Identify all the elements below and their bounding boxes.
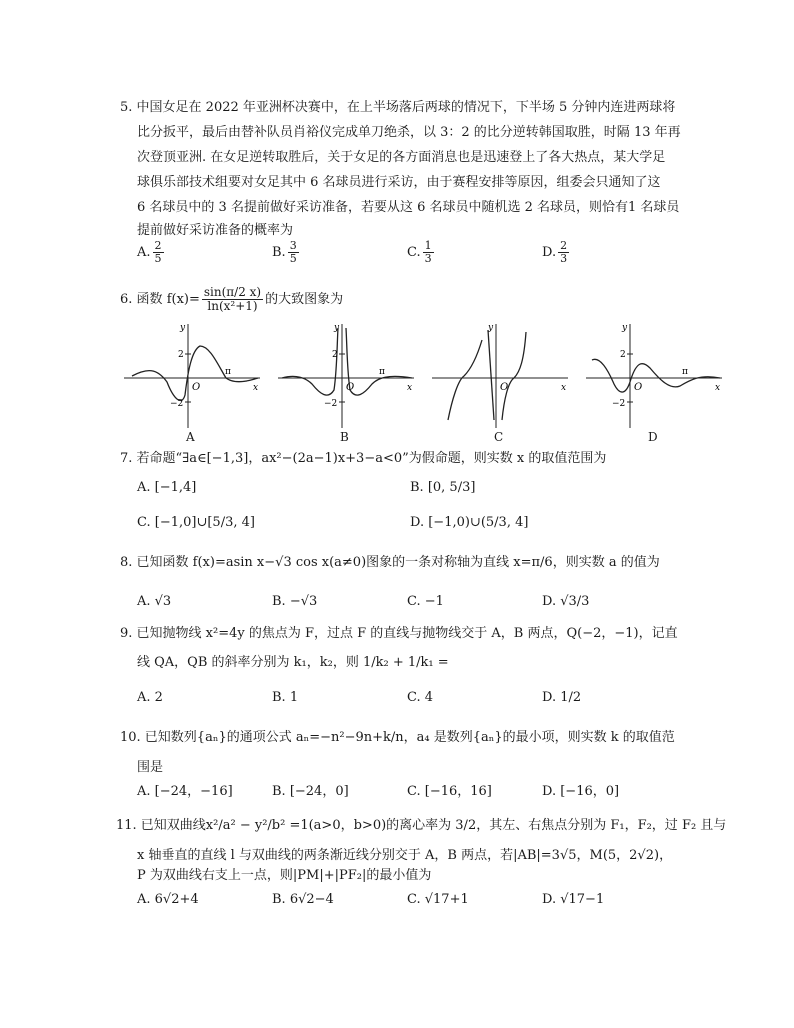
tick-label-2: 2 <box>620 350 626 360</box>
q9-option-d[interactable]: D. 1/2 <box>542 690 582 705</box>
q9-option-b[interactable]: B. 1 <box>272 690 299 705</box>
q7-option-d[interactable]: D. [−1,0)∪(5/3, 4] <box>410 515 529 530</box>
q9-option-c[interactable]: C. 4 <box>407 690 434 705</box>
tick-label-m2: −2 <box>612 399 626 409</box>
q11-option-c[interactable]: C. √17+1 <box>407 892 469 907</box>
tick-label-2: 2 <box>332 350 338 360</box>
q10-line-1: 10. 已知数列{aₙ}的通项公式 aₙ=−n²−9n+k/n，a₄ 是数列{aₙ}的最小项，则实数 k 的取值范 <box>120 730 675 745</box>
option-label: C. <box>407 245 421 261</box>
q11-line-2: x 轴垂直的直线 l 与双曲线的两条渐近线分别交于 A，B 两点，若|AB|=3√5，M(5，2√2)， <box>137 848 673 863</box>
graph-b[interactable] <box>276 320 416 430</box>
q11-line-3: P 为双曲线右支上一点，则|PM|+|PF₂|的最小值为 <box>137 868 432 883</box>
q8-stem: 8. 已知函数 f(x)=asin x−√3 cos x(a≠0)图象的一条对称轴为直线 x=π/6，则实数 a 的值为 <box>120 555 660 570</box>
frac-num: 3 <box>289 239 297 252</box>
option-label: D. <box>542 245 557 261</box>
q10-option-b[interactable]: B. [−24，0] <box>272 784 349 799</box>
q6-frac-den: ln(x²+1) <box>207 299 258 314</box>
q11-line-1: 11. 已知双曲线x²/a² − y²/b² =1(a>0，b>0)的离心率为 3/2，其左、右焦点分别为 F₁，F₂，过 F₂ 且与 <box>116 818 727 833</box>
frac-num: 2 <box>154 239 162 252</box>
q7-option-c[interactable]: C. [−1,0]∪[5/3, 4] <box>137 515 255 530</box>
origin-label: O <box>192 382 201 393</box>
q5-line-3: 次登顶亚洲. 在女足逆转取胜后，关于女足的各方面消息也是迅速登上了各大热点，某大学足 <box>137 150 666 165</box>
y-label: y <box>622 323 628 333</box>
q5-line-1: 5. 中国女足在 2022 年亚洲杯决赛中，在上半场落后两球的情况下，下半场 5 分钟内连进两球将 <box>120 100 676 115</box>
q5-option-b[interactable] <box>272 240 301 265</box>
tick-label-m2: −2 <box>324 399 338 409</box>
q6-prefix: 6. 函数 <box>120 292 163 308</box>
x-label: x <box>715 383 721 393</box>
graph-d[interactable] <box>584 320 724 430</box>
pi-label: π <box>225 367 231 377</box>
graph-a-label: A <box>186 430 195 444</box>
q11-option-d[interactable]: D. √17−1 <box>542 892 605 907</box>
q9-line-1: 9. 已知抛物线 x²=4y 的焦点为 F，过点 F 的直线与抛物线交于 A，B 两点，Q(−2，−1)，记直 <box>120 626 678 641</box>
x-label: x <box>253 383 259 393</box>
tick-label-m2: −2 <box>170 399 184 409</box>
q6-func: f(x)= <box>166 292 200 308</box>
frac-den: 5 <box>289 252 297 266</box>
q6-frac-num: sin(π/2 x) <box>203 285 262 299</box>
q11-option-b[interactable]: B. 6√2−4 <box>272 892 334 907</box>
q7-stem: 7. 若命题“∃a∈[−1,3]，ax²−(2a−1)x+3−a<0”为假命题，则实数 x 的取值范围为 <box>120 451 607 466</box>
tick-label-2: 2 <box>178 350 184 360</box>
curve-left <box>282 328 338 395</box>
q8-option-d[interactable]: D. √3/3 <box>542 594 590 609</box>
graph-a[interactable] <box>122 320 262 430</box>
graph-d-label: D <box>648 430 658 444</box>
q8-option-c[interactable]: C. −1 <box>407 594 444 609</box>
graph-b-label: B <box>340 430 349 444</box>
q9-option-a[interactable]: A. 2 <box>137 690 163 705</box>
q8-option-a[interactable]: A. √3 <box>137 594 172 609</box>
option-label: A. <box>137 245 151 261</box>
frac-den: 3 <box>560 252 568 266</box>
curve-right <box>346 328 412 395</box>
pi-label: π <box>682 367 688 377</box>
curve-right <box>502 332 526 420</box>
q6-suffix: 的大致图象为 <box>265 292 344 308</box>
q5-line-4: 球俱乐部技术组要对女足其中 6 名球员进行采访，由于赛程安排等原因，组委会只通知了这 <box>137 175 661 190</box>
x-label: x <box>407 383 413 393</box>
graph-c[interactable] <box>430 320 570 430</box>
option-label: B. <box>272 245 286 261</box>
q10-line-2: 围是 <box>137 760 164 775</box>
q5-option-a[interactable] <box>137 240 166 265</box>
q10-option-c[interactable]: C. [−16，16] <box>407 784 492 799</box>
q7-option-a[interactable]: A. [−1,4] <box>137 480 197 495</box>
y-label: y <box>180 323 186 333</box>
frac-den: 3 <box>424 252 432 266</box>
q5-line-2: 比分扳平，最后由替补队员肖裕仪完成单刀绝杀，以 3：2 的比分逆转韩国取胜，时隔 13 年再 <box>137 125 681 140</box>
q11-option-a[interactable]: A. 6√2+4 <box>137 892 199 907</box>
q5-option-d[interactable] <box>542 240 571 265</box>
frac-den: 5 <box>154 252 162 266</box>
frac-num: 2 <box>560 239 568 252</box>
q6-stem <box>120 286 343 313</box>
q10-option-a[interactable]: A. [−24，−16] <box>137 784 233 799</box>
x-label: x <box>561 383 567 393</box>
y-label: y <box>334 323 340 333</box>
q10-option-d[interactable]: D. [−16，0] <box>542 784 620 799</box>
curve-left <box>448 340 482 420</box>
frac-num: 1 <box>424 239 432 252</box>
pi-label: π <box>379 367 385 377</box>
q9-line-2: 线 QA，QB 的斜率分别为 k₁，k₂，则 1/k₂ + 1/k₁ = <box>137 655 449 670</box>
origin-label: O <box>500 382 509 393</box>
q5-line-6: 提前做好采访准备的概率为 <box>137 223 294 238</box>
curve-mid <box>488 330 494 420</box>
q5-option-c[interactable] <box>407 240 436 265</box>
origin-label: O <box>634 382 643 393</box>
curve <box>592 359 720 392</box>
graph-c-label: C <box>494 430 504 444</box>
origin-label: O <box>346 382 355 393</box>
q7-option-b[interactable]: B. [0, 5/3] <box>410 480 476 495</box>
q8-option-b[interactable]: B. −√3 <box>272 594 318 609</box>
q5-line-5: 6 名球员中的 3 名提前做好采访准备，若要从这 6 名球员中随机选 2 名球员，则恰有1 名球员 <box>137 200 680 215</box>
y-label: y <box>488 323 494 333</box>
